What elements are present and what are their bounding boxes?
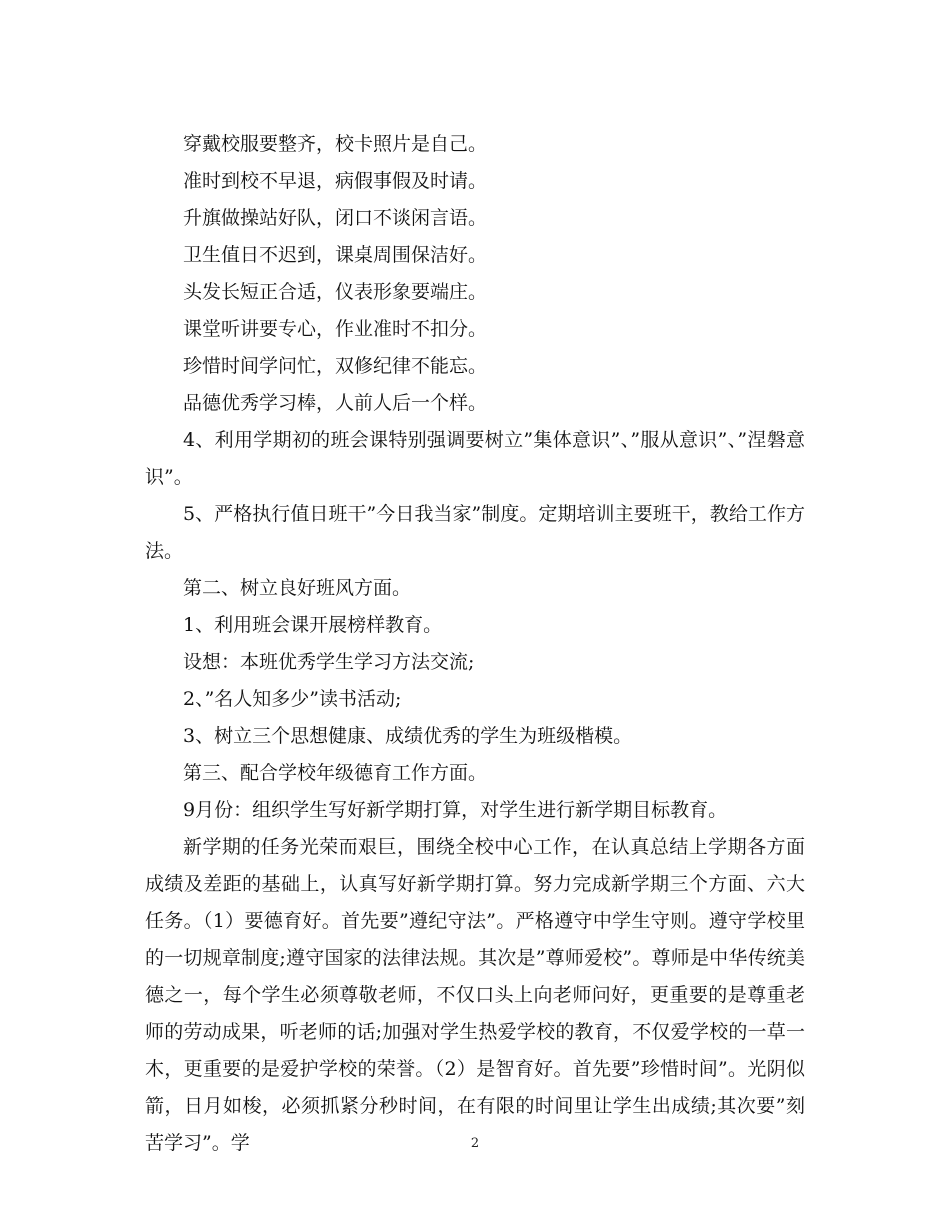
paragraph: 3、树立三个思想健康、成绩优秀的学生为班级楷模。 xyxy=(183,725,633,747)
paragraph: 1、利用班会课开展榜样教育。 xyxy=(183,614,443,636)
paragraph: 课堂听讲要专心，作业准时不扣分。 xyxy=(183,318,488,340)
paragraph: 准时到校不早退，病假事假及时请。 xyxy=(183,170,488,192)
paragraph: 珍惜时间学问忙，双修纪律不能忘。 xyxy=(183,355,488,377)
paragraph: 升旗做操站好队，闭口不谈闲言语。 xyxy=(183,207,488,229)
paragraph: 5、严格执行值日班干”今日我当家”制度。定期培训主要班干，教给工作方法。 xyxy=(145,503,805,562)
paragraph: 2、”名人知多少”读书活动; xyxy=(183,688,402,710)
section-heading: 第三、配合学校年级德育工作方面。 xyxy=(183,762,488,784)
paragraph: 4、利用学期初的班会课特别强调要树立”集体意识”、”服从意识”、”涅磐意识”。 xyxy=(145,429,805,488)
paragraph: 设想：本班优秀学生学习方法交流; xyxy=(183,651,475,673)
paragraph: 头发长短正合适，仪表形象要端庄。 xyxy=(183,281,488,303)
section-heading: 第二、树立良好班风方面。 xyxy=(183,577,412,599)
paragraph: 9月份：组织学生写好新学期打算，对学生进行新学期目标教育。 xyxy=(183,799,728,821)
page-number: 2 xyxy=(470,1136,480,1151)
paragraph: 穿戴校服要整齐，校卡照片是自己。 xyxy=(183,133,488,155)
document-body xyxy=(145,126,805,1162)
paragraph: 新学期的任务光荣而艰巨，围绕全校中心工作，在认真总结上学期各方面成绩及差距的基础上，认真写好新学期打算。努力完成新学期三个方面、六大任务。（1）要德育好。首先要”遵纪守法”。严格遵守中学生守则。遵守学校里的一切规章制度;遵守国家的法律法规。其次是”尊师爱校”。尊师是中华传统美德之一，每个学生必须尊敬老师，不仅口头上向老师问好，更重要的是尊重老师的劳动成果，听老师的话;加强对学生热爱学校的教育，不仅爱学校的一草一木，更重要的是爱护学校的荣誉。（2）是智育好。首先要”珍惜时间”。光阴似箭，日月如梭，必须抓紧分秒时间，在有限的时间里让学生出成绩;其次要”刻苦学习”。学 xyxy=(145,836,805,1154)
paragraph: 卫生值日不迟到，课桌周围保洁好。 xyxy=(183,244,488,266)
paragraph: 品德优秀学习棒，人前人后一个样。 xyxy=(183,392,488,414)
